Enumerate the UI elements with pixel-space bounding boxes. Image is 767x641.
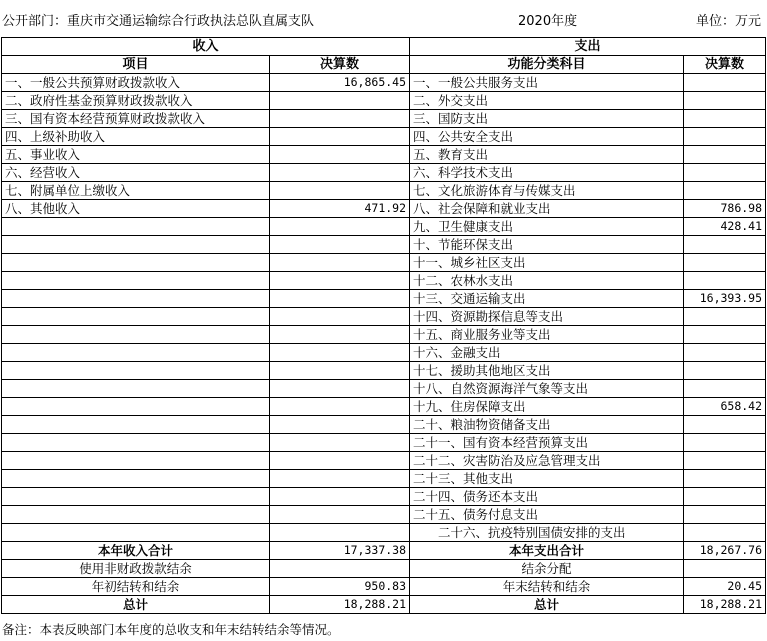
- table-body: [2, 74, 766, 542]
- income-item: [2, 272, 270, 290]
- income-amount: [270, 290, 410, 308]
- table-row: [2, 272, 766, 290]
- income-item: [2, 416, 270, 434]
- expense-amount: [684, 488, 766, 506]
- table-row: [2, 290, 766, 308]
- col-item-header: 项目: [2, 56, 270, 74]
- expense-amount: 428.41: [684, 218, 766, 236]
- surplus-dist-label: 结余分配: [410, 560, 684, 578]
- table-row: [2, 362, 766, 380]
- table-row: [2, 182, 766, 200]
- income-item: [2, 470, 270, 488]
- income-total-label: 本年收入合计: [2, 542, 270, 560]
- expense-amount: [684, 362, 766, 380]
- income-item: [2, 452, 270, 470]
- expense-amount: [684, 272, 766, 290]
- grand-total-label-2: 总计: [410, 596, 684, 614]
- income-amount: [270, 218, 410, 236]
- table-row: [2, 452, 766, 470]
- expense-amount: [684, 452, 766, 470]
- income-amount: [270, 434, 410, 452]
- expense-amount: [684, 380, 766, 398]
- table-row: [2, 74, 766, 92]
- table-row: [2, 488, 766, 506]
- income-amount: [270, 182, 410, 200]
- income-item: [2, 434, 270, 452]
- expense-item: 二十五、债务付息支出: [410, 506, 684, 524]
- expense-item: 六、科学技术支出: [410, 164, 684, 182]
- col-func-header: 功能分类科目: [410, 56, 684, 74]
- income-amount: [270, 308, 410, 326]
- expense-total-label: 本年支出合计: [410, 542, 684, 560]
- expense-item: 十八、自然资源海洋气象等支出: [410, 380, 684, 398]
- expense-item: 八、社会保障和就业支出: [410, 200, 684, 218]
- surplus-dist-value: [684, 560, 766, 578]
- income-amount: [270, 164, 410, 182]
- expense-amount: [684, 524, 766, 542]
- table-row: [2, 164, 766, 182]
- expense-item: 十一、城乡社区支出: [410, 254, 684, 272]
- expense-item: 十五、商业服务业等支出: [410, 326, 684, 344]
- income-total-value: 17,337.38: [270, 542, 410, 560]
- expense-item: 十七、援助其他地区支出: [410, 362, 684, 380]
- income-item: [2, 308, 270, 326]
- expense-item: 十二、农林水支出: [410, 272, 684, 290]
- nonfiscal-value: [270, 560, 410, 578]
- income-amount: 16,865.45: [270, 74, 410, 92]
- table-totals: [2, 542, 766, 614]
- expense-amount: 786.98: [684, 200, 766, 218]
- income-item: [2, 344, 270, 362]
- table-row: [2, 596, 766, 614]
- income-item: [2, 326, 270, 344]
- grand-total-income: 18,288.21: [270, 596, 410, 614]
- expense-item: 七、文化旅游体育与传媒支出: [410, 182, 684, 200]
- table-row: [2, 380, 766, 398]
- income-item: [2, 362, 270, 380]
- income-amount: [270, 452, 410, 470]
- end-balance-value: 20.45: [684, 578, 766, 596]
- table-row: [2, 434, 766, 452]
- expense-amount: [684, 416, 766, 434]
- table-row: [2, 326, 766, 344]
- expense-item: 二十一、国有资本经营预算支出: [410, 434, 684, 452]
- expense-item: 四、公共安全支出: [410, 128, 684, 146]
- expense-amount: [684, 308, 766, 326]
- income-amount: [270, 344, 410, 362]
- income-amount: [270, 272, 410, 290]
- expense-amount: [684, 344, 766, 362]
- expense-item: 一、一般公共服务支出: [410, 74, 684, 92]
- table-row: [2, 254, 766, 272]
- unit-label: 单位：万元: [695, 14, 761, 29]
- income-amount: [270, 416, 410, 434]
- expense-amount: [684, 254, 766, 272]
- income-amount: 471.92: [270, 200, 410, 218]
- expense-item: 十九、住房保障支出: [410, 398, 684, 416]
- income-item: [2, 506, 270, 524]
- expense-item: 十、节能环保支出: [410, 236, 684, 254]
- grand-total-expense: 18,288.21: [684, 596, 766, 614]
- expense-amount: [684, 164, 766, 182]
- table-row: [2, 416, 766, 434]
- income-item: [2, 398, 270, 416]
- table-row: [2, 110, 766, 128]
- income-amount: [270, 524, 410, 542]
- table-row: [2, 236, 766, 254]
- expense-item: 二十、粮油物资储备支出: [410, 416, 684, 434]
- income-item: [2, 254, 270, 272]
- income-section-header: 收入: [2, 38, 410, 56]
- expense-amount: [684, 92, 766, 110]
- income-amount: [270, 398, 410, 416]
- expense-item: 九、卫生健康支出: [410, 218, 684, 236]
- table-row: [2, 506, 766, 524]
- expense-amount: [684, 470, 766, 488]
- income-amount: [270, 128, 410, 146]
- income-amount: [270, 380, 410, 398]
- income-item: 二、政府性基金预算财政拨款收入: [2, 92, 270, 110]
- expense-amount: [684, 128, 766, 146]
- income-amount: [270, 488, 410, 506]
- table-row: [2, 542, 766, 560]
- table-row: [2, 470, 766, 488]
- income-item: 一、一般公共预算财政拨款收入: [2, 74, 270, 92]
- col-amount-header: 决算数: [270, 56, 410, 74]
- begin-balance-label: 年初结转和结余: [2, 578, 270, 596]
- income-amount: [270, 146, 410, 164]
- col-amount2-header: 决算数: [684, 56, 766, 74]
- income-item: 八、其他收入: [2, 200, 270, 218]
- table-row: [2, 128, 766, 146]
- income-amount: [270, 236, 410, 254]
- table-row: [2, 200, 766, 218]
- income-item: 四、上级补助收入: [2, 128, 270, 146]
- expense-amount: [684, 434, 766, 452]
- table-row: [2, 398, 766, 416]
- table-row: [2, 92, 766, 110]
- grand-total-label: 总计: [2, 596, 270, 614]
- income-item: [2, 290, 270, 308]
- income-amount: [270, 362, 410, 380]
- begin-balance-value: 950.83: [270, 578, 410, 596]
- expense-item: 十六、金融支出: [410, 344, 684, 362]
- expense-amount: [684, 74, 766, 92]
- income-amount: [270, 326, 410, 344]
- expense-item: 三、国防支出: [410, 110, 684, 128]
- income-amount: [270, 92, 410, 110]
- income-amount: [270, 470, 410, 488]
- expense-item: 二十三、其他支出: [410, 470, 684, 488]
- nonfiscal-label: 使用非财政拨款结余: [2, 560, 270, 578]
- income-item: [2, 380, 270, 398]
- table-row: [2, 218, 766, 236]
- income-item: 六、经营收入: [2, 164, 270, 182]
- income-expense-table: [1, 37, 766, 614]
- income-item: [2, 488, 270, 506]
- expense-amount: [684, 506, 766, 524]
- expense-item: 五、教育支出: [410, 146, 684, 164]
- table-row: [2, 560, 766, 578]
- table-row: [2, 344, 766, 362]
- income-amount: [270, 254, 410, 272]
- expense-amount: [684, 326, 766, 344]
- expense-item: 二十四、债务还本支出: [410, 488, 684, 506]
- expense-amount: [684, 110, 766, 128]
- expense-amount: [684, 146, 766, 164]
- income-item: 三、国有资本经营预算财政拨款收入: [2, 110, 270, 128]
- end-balance-label: 年末结转和结余: [410, 578, 684, 596]
- table-row: [2, 524, 766, 542]
- table-row: [2, 578, 766, 596]
- expense-item: 十三、交通运输支出: [410, 290, 684, 308]
- expense-amount: 16,393.95: [684, 290, 766, 308]
- expense-item: 二十六、抗疫特别国债安排的支出: [410, 524, 684, 542]
- income-item: [2, 218, 270, 236]
- income-item: [2, 236, 270, 254]
- expense-amount: [684, 182, 766, 200]
- expense-section-header: 支出: [410, 38, 766, 56]
- income-item: 五、事业收入: [2, 146, 270, 164]
- report-year: 2020年度: [518, 14, 578, 29]
- expense-item: 二、外交支出: [410, 92, 684, 110]
- income-amount: [270, 110, 410, 128]
- expense-total-value: 18,267.76: [684, 542, 766, 560]
- expense-item: 二十二、灾害防治及应急管理支出: [410, 452, 684, 470]
- expense-amount: 658.42: [684, 398, 766, 416]
- department-label: 公开部门：重庆市交通运输综合行政执法总队直属支队: [2, 14, 315, 29]
- table-row: [2, 146, 766, 164]
- report-header: [0, 0, 767, 32]
- footnote: 备注：本表反映部门本年度的总收支和年末结转结余等情况。: [2, 622, 340, 637]
- income-item: [2, 524, 270, 542]
- expense-item: 十四、资源勘探信息等支出: [410, 308, 684, 326]
- income-amount: [270, 506, 410, 524]
- expense-amount: [684, 236, 766, 254]
- table-row: [2, 308, 766, 326]
- income-item: 七、附属单位上缴收入: [2, 182, 270, 200]
